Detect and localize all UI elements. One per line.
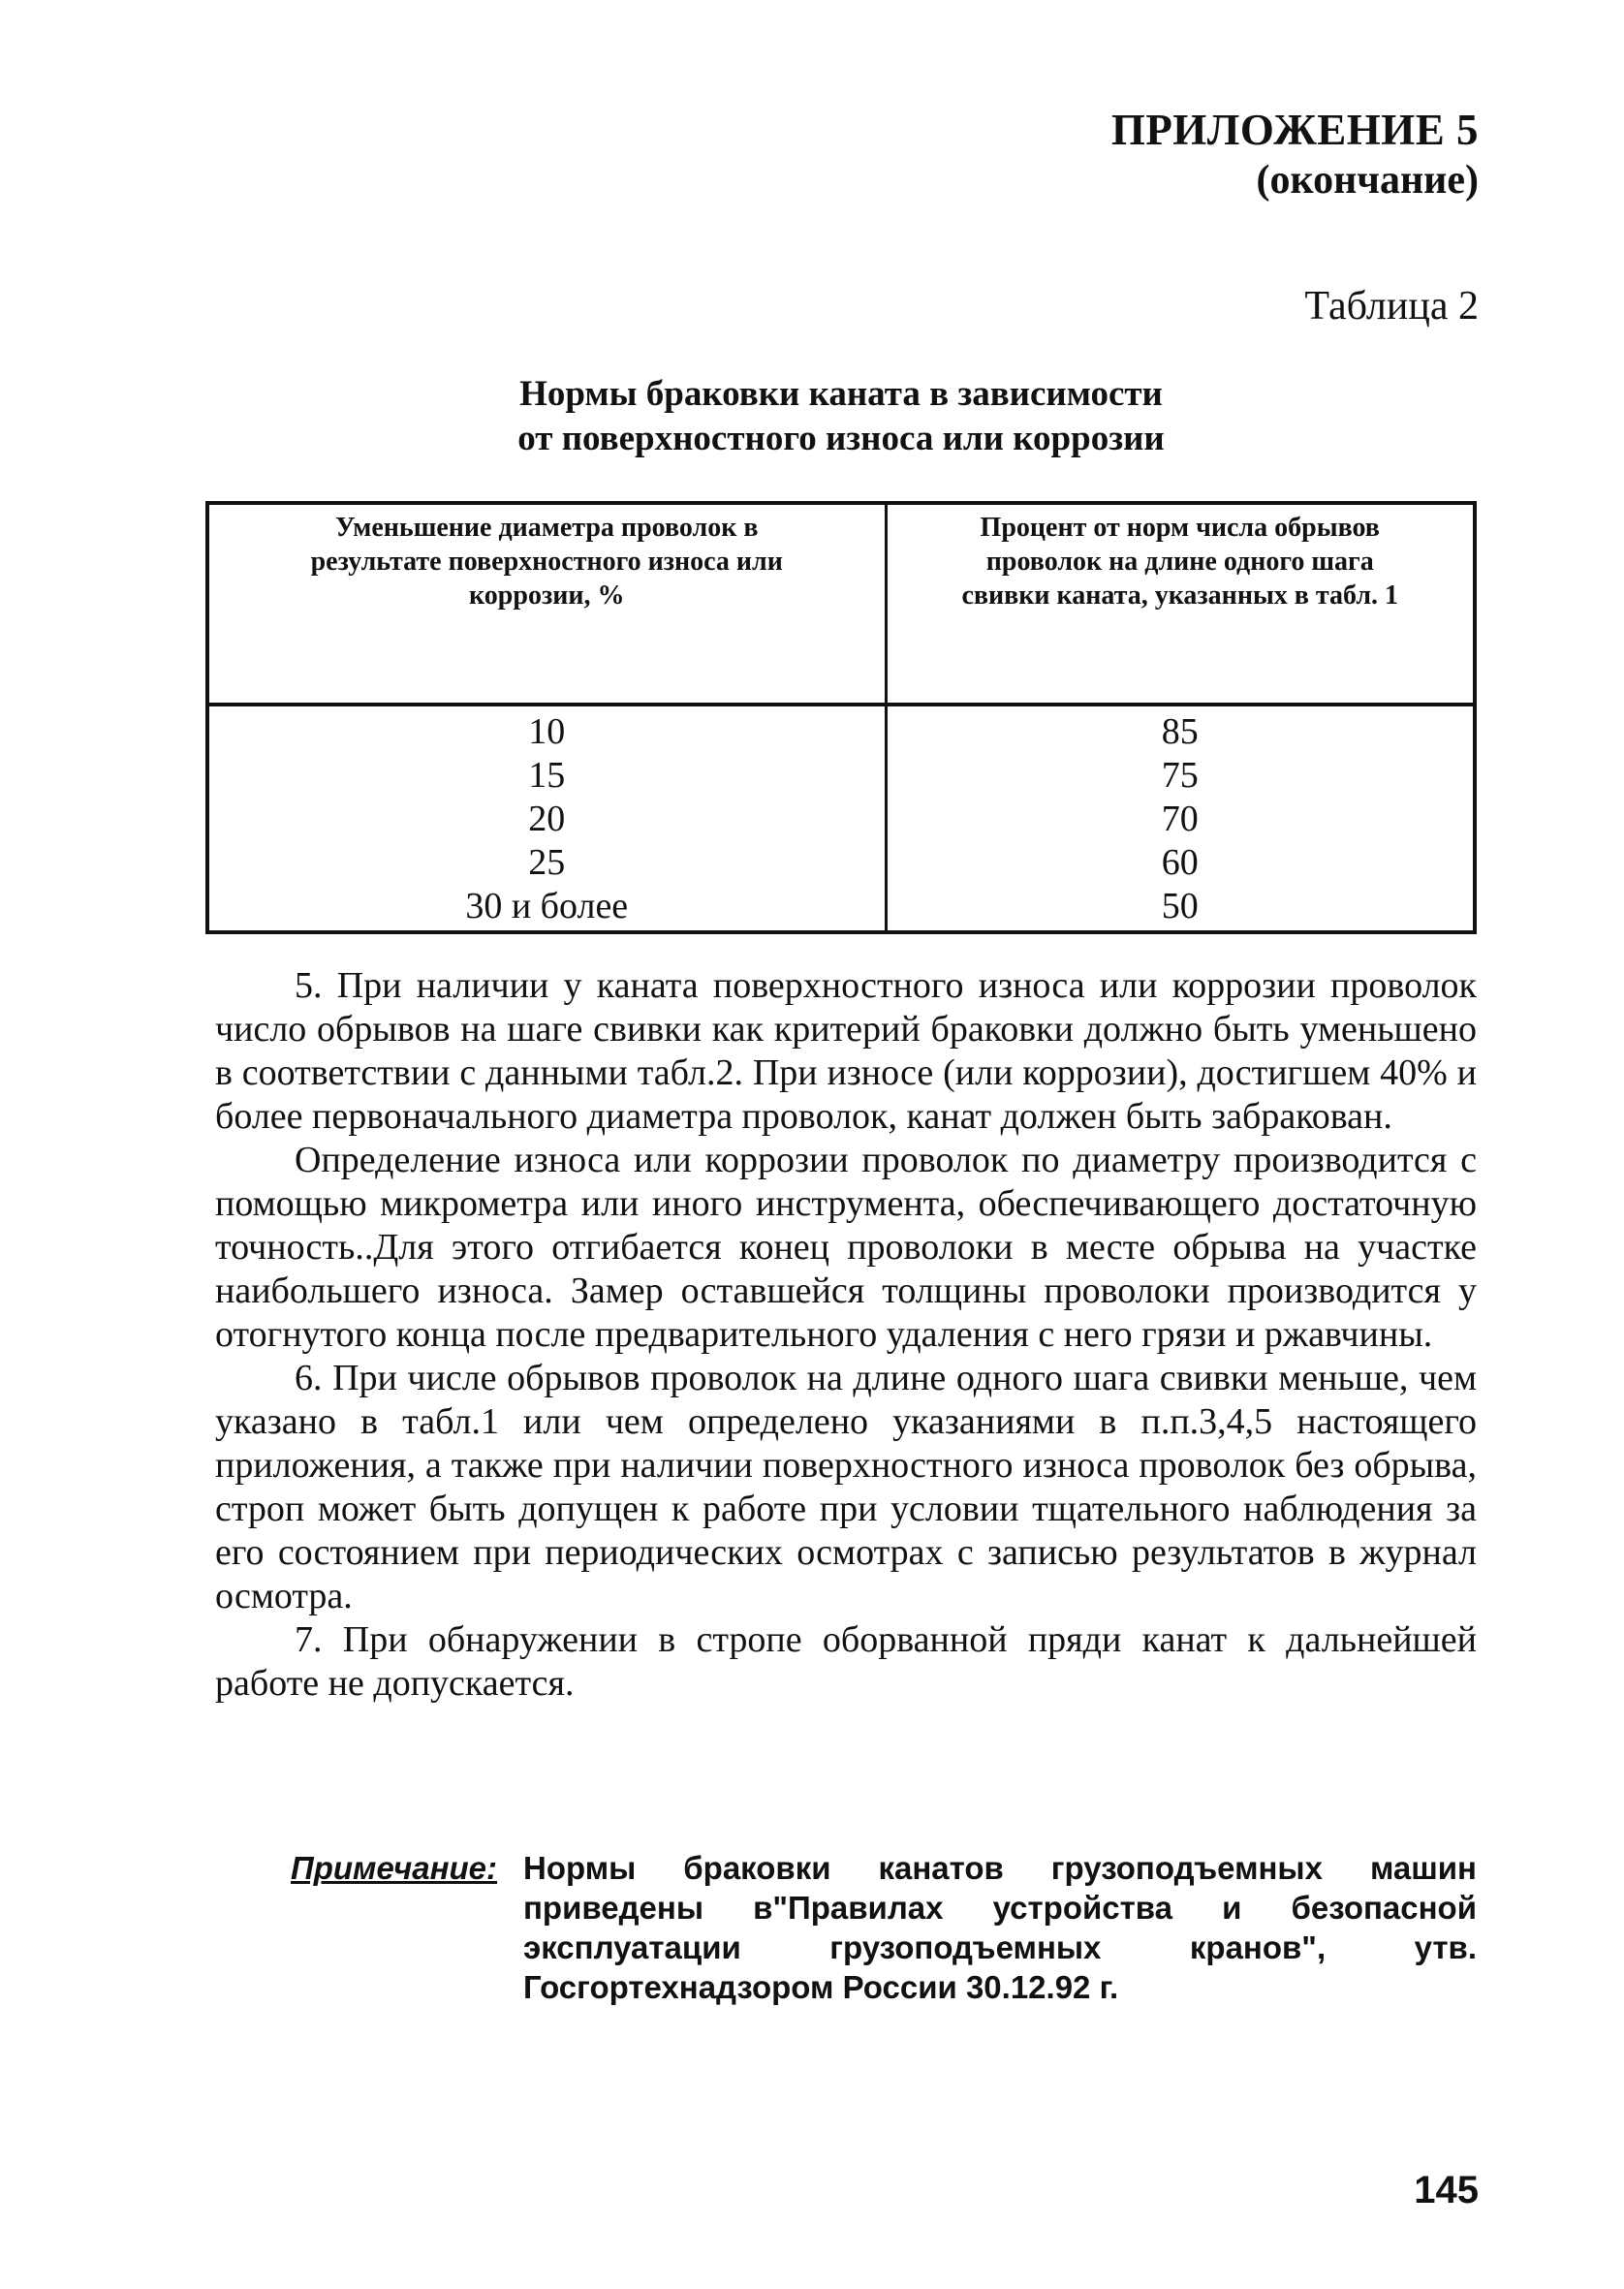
table-cell-percent: 75 [886, 754, 1475, 798]
table-row [207, 885, 1475, 932]
table-caption-line-2: от поверхностного износа или коррозии [517, 419, 1165, 458]
table-cell-reduction: 30 и более [207, 885, 886, 932]
appendix-title: ПРИЛОЖЕНИЕ 5 [1110, 106, 1479, 154]
note [291, 1848, 1477, 2007]
body-text [215, 964, 1477, 1706]
table-cell-percent: 60 [886, 841, 1475, 885]
table-cell-percent: 85 [886, 705, 1475, 754]
table-caption-line-1: Нормы браковки каната в зависимости [519, 374, 1163, 414]
table-cell-reduction: 20 [207, 798, 886, 841]
table-cell-percent: 50 [886, 885, 1475, 932]
table-number: Таблица 2 [1304, 284, 1479, 329]
column-header-breaks-percent: Процент от норм числа обрывов проволок на длине одного шага свивки каната, указанных в табл. 1 [886, 503, 1475, 705]
table-row [207, 705, 1475, 754]
table-cell-reduction: 25 [207, 841, 886, 885]
column-header-diameter-reduction: Уменьшение диаметра проволок в результате поверхностного износа или коррозии, % [207, 503, 886, 705]
table-caption [205, 372, 1477, 461]
paragraph-wear-measurement: Определение износа или коррозии проволок по диаметру производится с помощью микрометра или иного инструмента, обеспечивающего достаточную точность..Для этого отгибается конец проволоки в месте обрыва на участке наибольшего износа. Замер оставшейся толщины проволоки производится у отогнутого конца после предварительного удаления с него грязи и ржавчины. [215, 1140, 1477, 1355]
note-text: Нормы браковки канатов грузоподъемных машин приведены в"Правилах устройства и безопасной эксплуатации грузоподъемных кранов", утв. Госгортехнадзором России 30.12.92 г. [523, 1850, 1477, 2005]
table-cell-reduction: 15 [207, 754, 886, 798]
table-cell-percent: 70 [886, 798, 1475, 841]
table-header-row [207, 503, 1475, 705]
page-number: 145 [1414, 2169, 1479, 2211]
paragraph-5: 5. При наличии у каната поверхностного износа или коррозии проволок число обрывов на шаге свивки как критерий браковки должно быть уменьшено в соответствии с данными табл.2. При износе (или коррозии), достигшем 40% и более первоначального диаметра проволок, канат должен быть забракован. [215, 965, 1477, 1137]
appendix-subtitle: (окончание) [1256, 158, 1479, 203]
table-row [207, 841, 1475, 885]
paragraph-7: 7. При обнаружении в стропе оборванной пряди канат к дальнейшей работе не допускается. [215, 1619, 1477, 1704]
paragraph-6: 6. При числе обрывов проволок на длине одного шага свивки меньше, чем указано в табл.1 или чем определено указаниями в п.п.3,4,5 настоящего приложения, а также при наличии поверхностного износа проволок без обрыва, строп может быть допущен к работе при условии тщательного наблюдения за его состоянием при периодических осмотрах с записью результатов в журнал осмотра. [215, 1358, 1477, 1616]
wear-norms-table [205, 501, 1477, 934]
table-row [207, 798, 1475, 841]
note-label: Примечание: [291, 1850, 498, 1886]
table-row [207, 754, 1475, 798]
table-cell-reduction: 10 [207, 705, 886, 754]
